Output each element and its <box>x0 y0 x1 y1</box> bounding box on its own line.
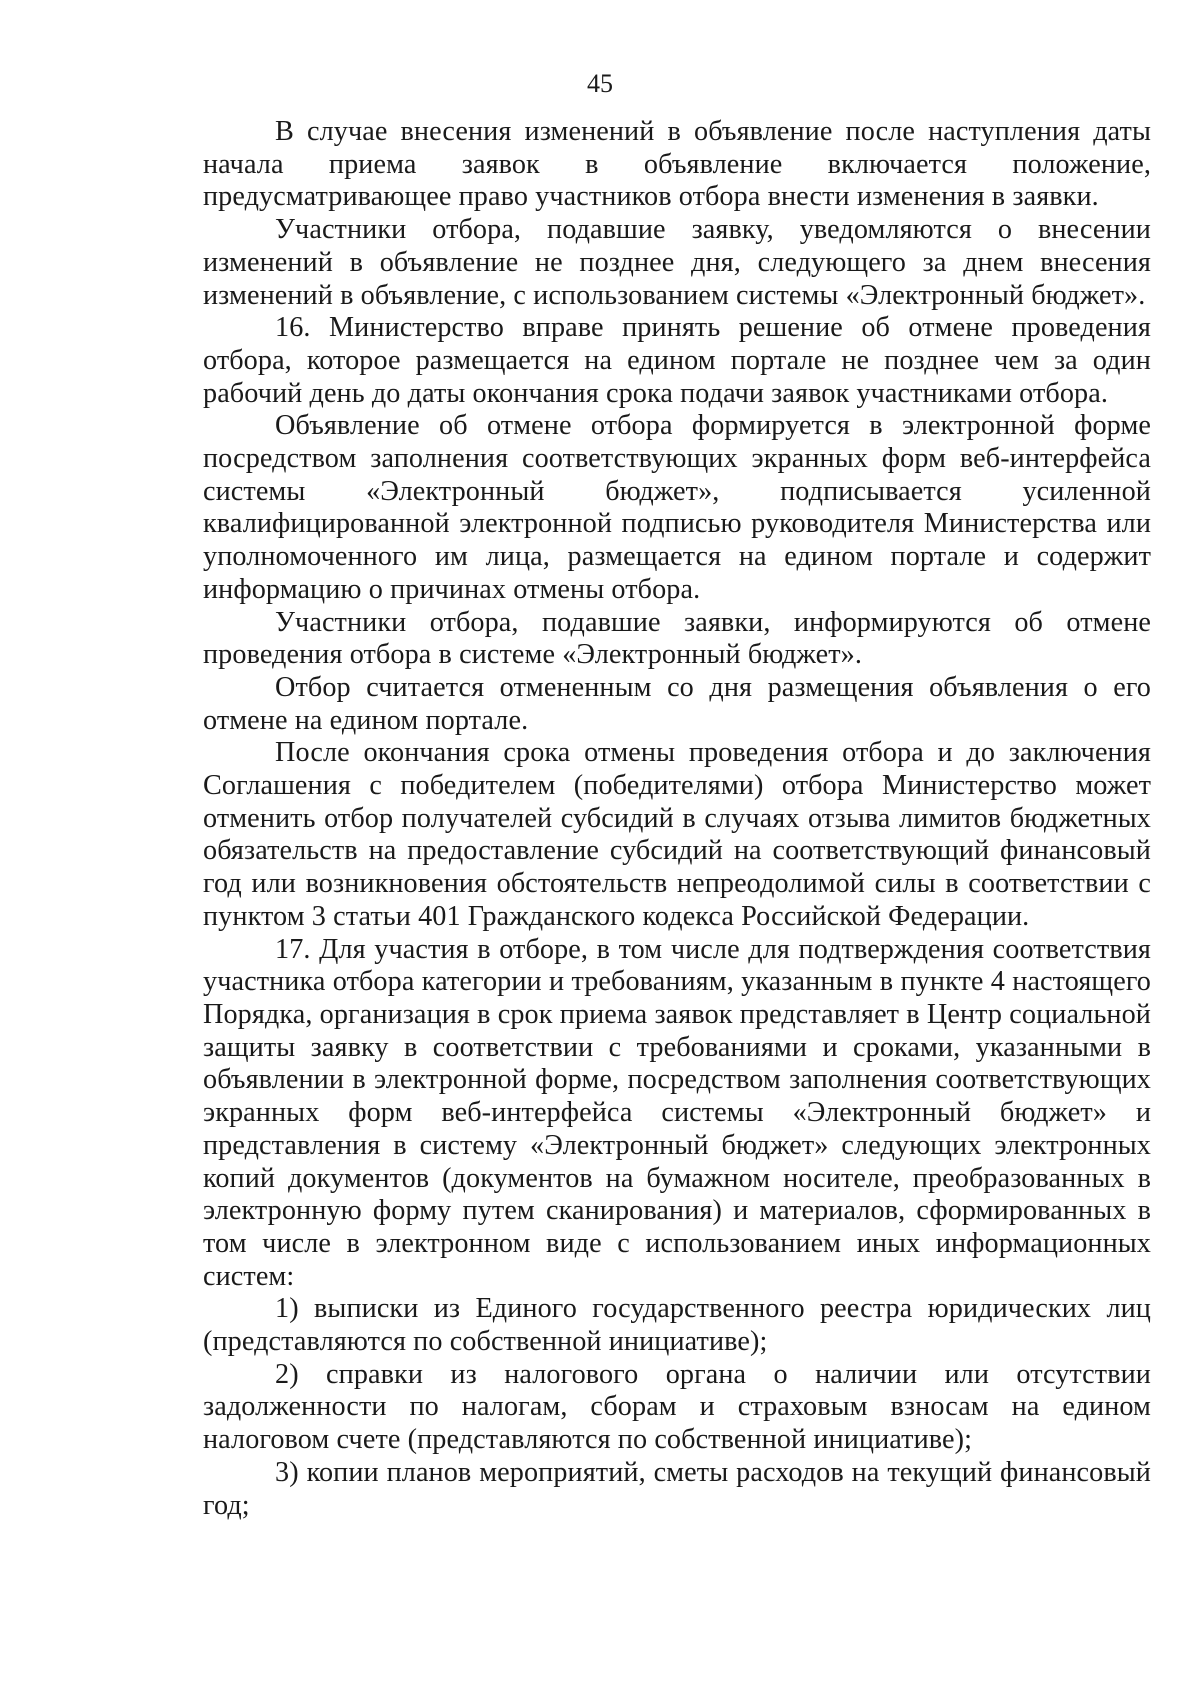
paragraph-cancellation-notice: Объявление об отмене отбора формируется в электронной форме посредством заполнения соответствующих экранных форм веб-интерфейса системы «Электронный бюджет», подписывается усиленной квалифицированной электронной подписью руководителя Министерства или уполномоченного им лица, размещается на едином портале и содержит информацию о причинах отмены отбора. <box>203 410 1151 605</box>
paragraph-after-cancellation-term: После окончания срока отмены проведения отбора и до заключения Соглашения с победителем (победителями) отбора Министерство может отменить отбор получателей субсидий в случаях отзыва лимитов бюджетных обязательств на предоставление субсидий на соответствующий финансовый год или возникновения обстоятельств непреодолимой силы в соответствии с пунктом 3 статьи 401 Гражданского кодекса Российской Федерации. <box>203 737 1151 932</box>
list-item-2: 2) справки из налогового органа о наличии или отсутствии задолженности по налогам, сборам и страховым взносам на едином налоговом счете (представляются по собственной инициативе); <box>203 1358 1151 1456</box>
paragraph-participants-informed: Участники отбора, подавшие заявки, информируются об отмене проведения отбора в системе «Электронный бюджет». <box>203 606 1151 671</box>
page-number: 45 <box>587 69 613 98</box>
list-item-1: 1) выписки из Единого государственного реестра юридических лиц (представляются по собственной инициативе); <box>203 1293 1151 1358</box>
paragraph-item-16: 16. Министерство вправе принять решение об отмене проведения отбора, которое размещается на едином портале не позднее чем за один рабочий день до даты окончания срока подачи заявок участниками отбора. <box>203 312 1151 409</box>
paragraph-item-17: 17. Для участия в отборе, в том числе для подтверждения соответствия участника отбора категории и требованиям, указанным в пункте 4 настоящего Порядка, организация в срок приема заявок представляет в Центр социальной защиты заявку в соответствии с требованиями и сроками, указанными в объявлении в электронной форме, посредством заполнения соответствующих экранных форм веб-интерфейса системы «Электронный бюджет» и представления в систему «Электронный бюджет» следующих электронных копий документов (документов на бумажном носителе, преобразованных в электронную форму путем сканирования) и материалов, сформированных в том числе в электронном виде с использованием иных информационных систем: <box>203 933 1151 1292</box>
paragraph-selection-cancelled: Отбор считается отмененным со дня размещения объявления о его отмене на едином портале. <box>203 671 1151 736</box>
paragraph-participants-notified: Участники отбора, подавшие заявку, уведомляются о внесении изменений в объявление не позднее дня, следующего за днем внесения изменений в объявление, с использованием системы «Электронный бюджет». <box>203 214 1151 311</box>
list-item-3: 3) копии планов мероприятий, сметы расходов на текущий финансовый год; <box>203 1456 1151 1521</box>
document-body <box>203 116 1151 1522</box>
paragraph-amendment-positions: В случае внесения изменений в объявление после наступления даты начала приема заявок в объявление включается положение, предусматривающее право участников отбора внести изменения в заявки. <box>203 116 1151 213</box>
